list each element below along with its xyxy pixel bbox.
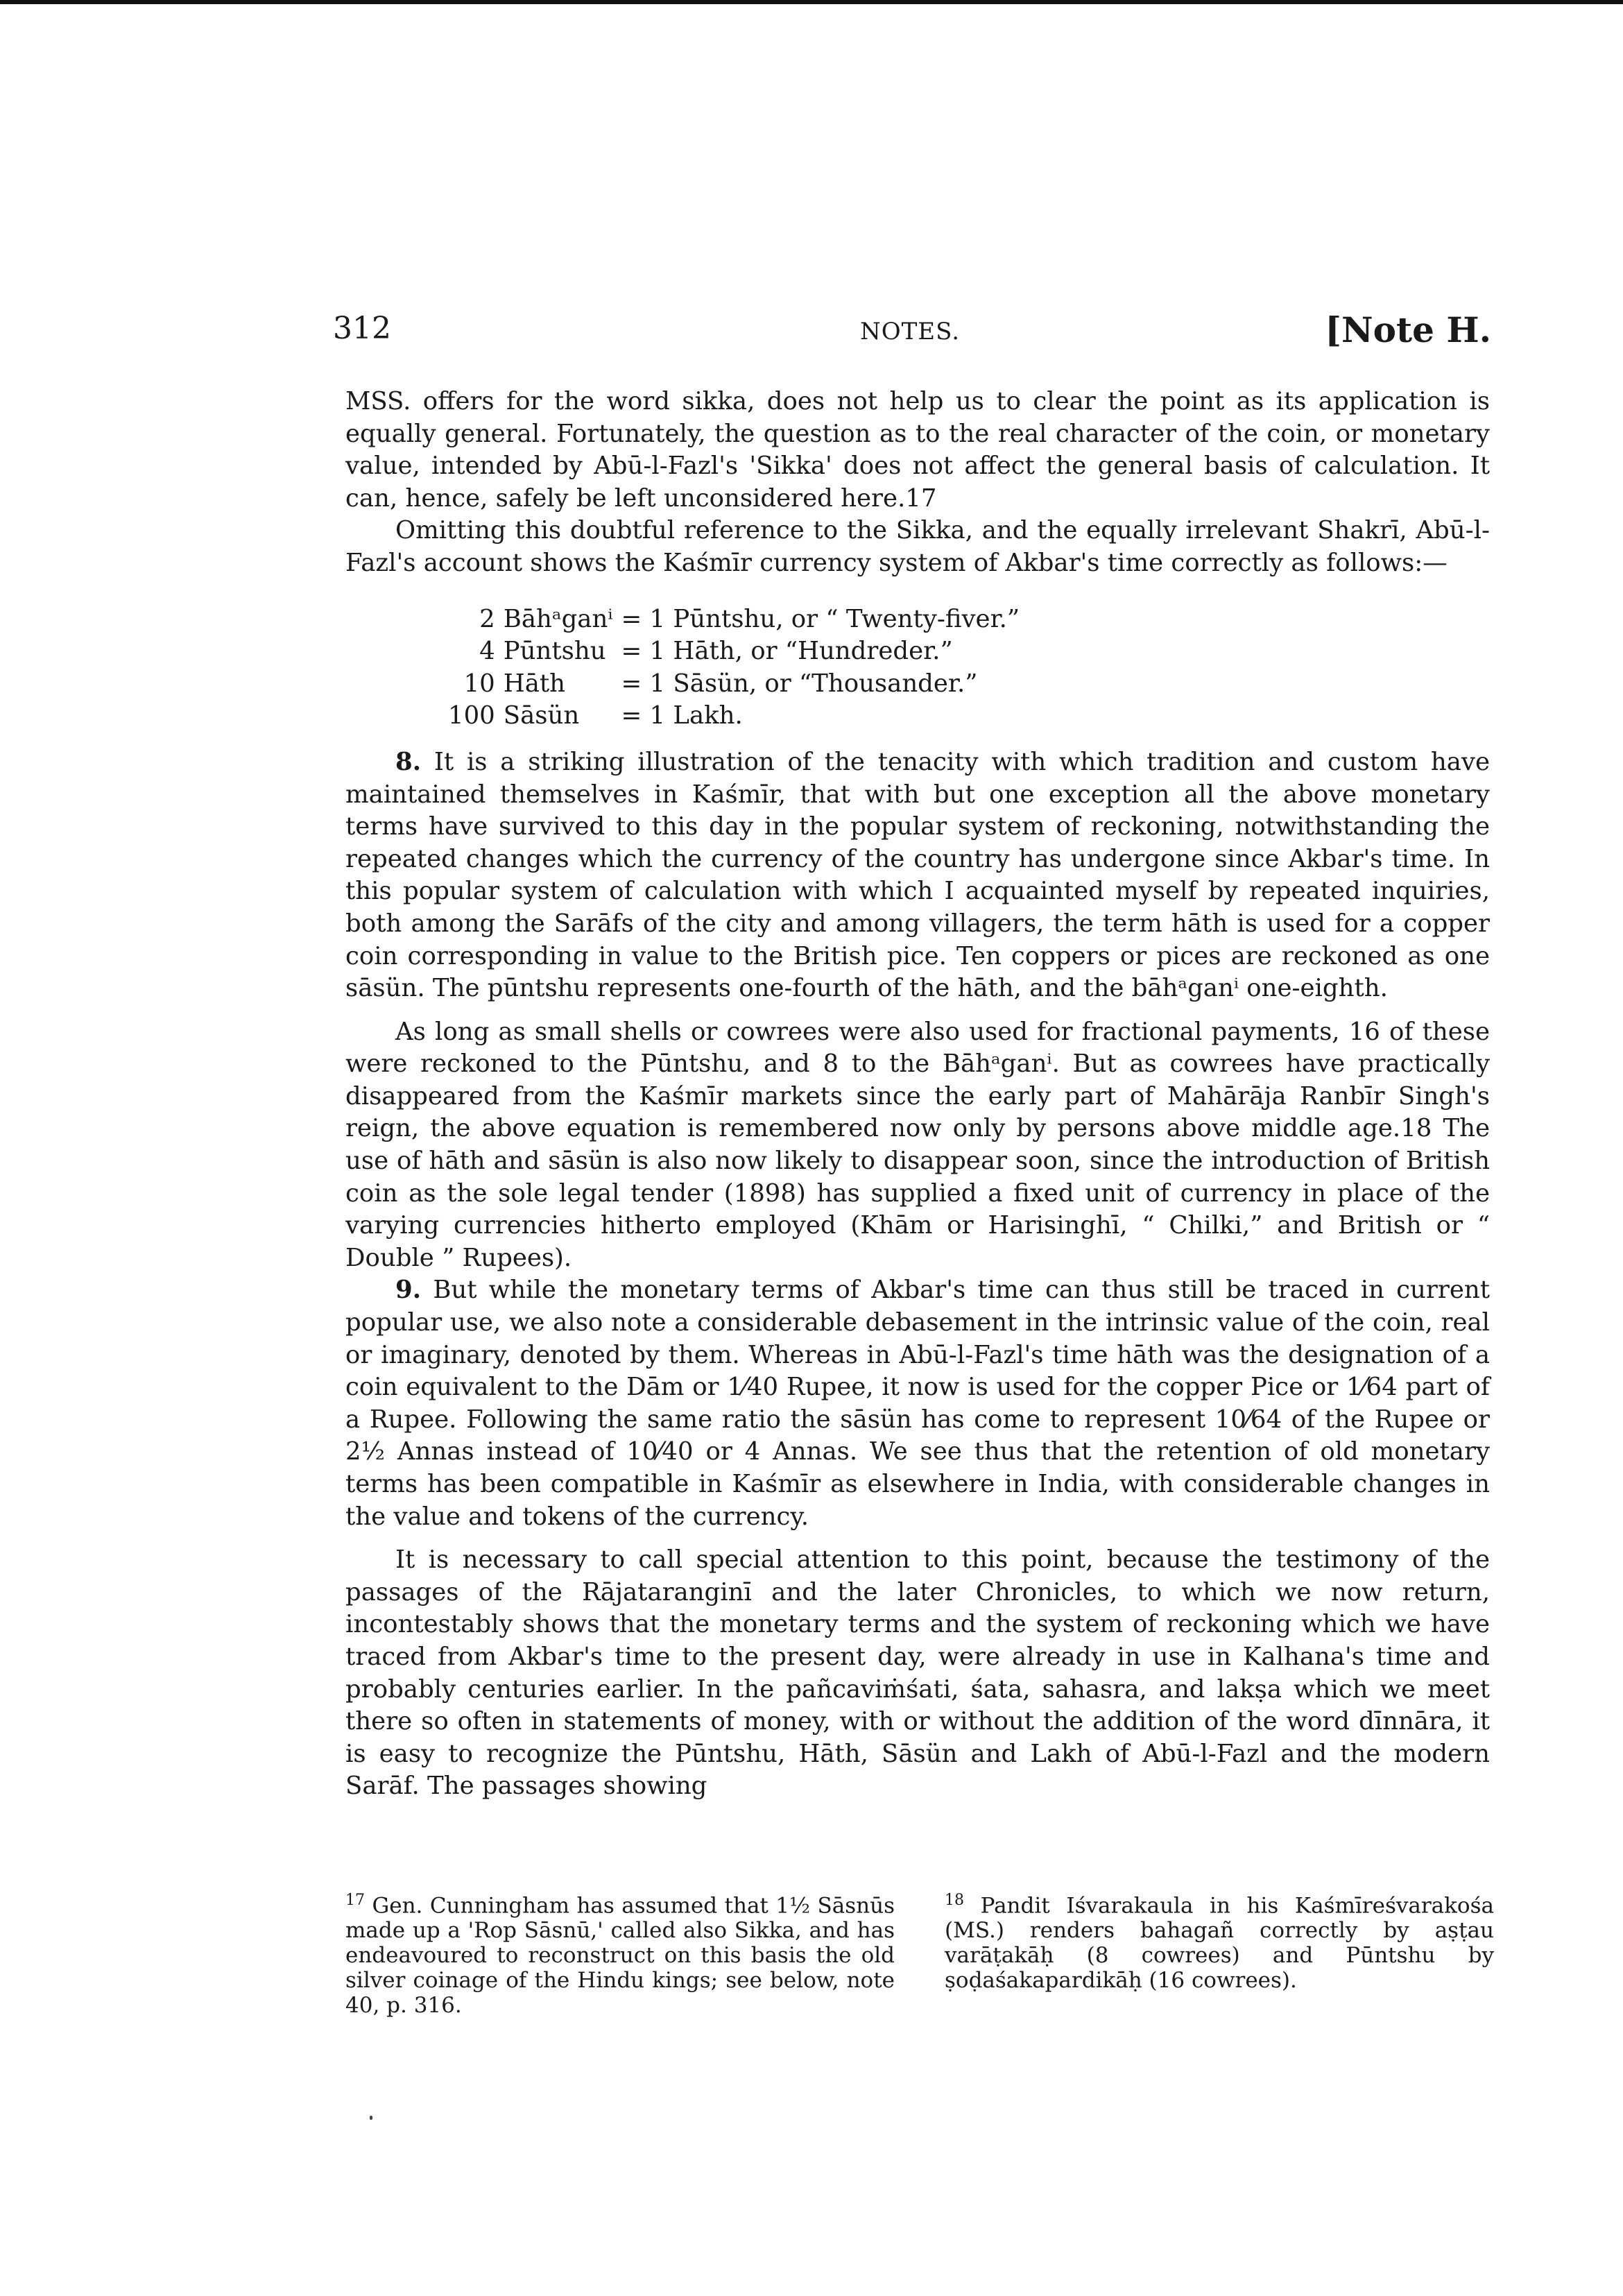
running-title: NOTES. xyxy=(860,318,961,345)
currency-equations xyxy=(448,603,1020,733)
paragraph-omitting: Omitting this doubtful reference to the Sikka, and the equally irrelevant Shakrī, Abū-l-Fazl's account shows the Kaśmīr currency system of Akbar's time correctly as follows:— xyxy=(345,516,1490,577)
section-number: 8. xyxy=(395,747,422,776)
equation-unit: Bāhᵃganⁱ xyxy=(503,604,613,633)
paragraph-section-9 xyxy=(345,1274,1490,1533)
scan-speck xyxy=(370,2116,372,2120)
section-8-text: It is a striking illustration of the tenacity with which tradition and custom have maintained themselves in Kaśmīr, that with but one exception all the above monetary terms have survived to this day in the popular system of reckoning, notwithstanding the repeated changes which the currency of the country has undergone since Akbar's time. In this popular system of calculation with which I acquainted myself by repeated inquiries, both among the Sarāfs of the city and among villagers, the term hāth is used for a copper coin corresponding in value to the British pice. Ten coppers or pices are reckoned as one sāsün. The pūntshu represents one-fourth of the hāth, and the bāhᵃganⁱ one-eighth. xyxy=(345,747,1490,1003)
equation-value: = 1 Pūntshu, or “ Twenty-fiver.” xyxy=(621,604,1020,633)
section-number: 9. xyxy=(395,1276,422,1305)
equation-row xyxy=(448,635,1020,668)
equation-number: 2 xyxy=(479,604,495,633)
equation-value: = 1 Lakh. xyxy=(621,701,743,730)
equation-number: 10 xyxy=(463,669,495,698)
equation-row xyxy=(448,700,1020,733)
section-9-text: But while the monetary terms of Akbar's time can thus still be traced in current popular use, we also note a considerable debasement in the intrinsic value of the coin, real or imaginary, denoted by them. Whereas in Abū-l-Fazl's time hāth was the designation of a coin equivalent to the Dām or 1⁄40 Rupee, it now is used for the copper Pice or 1⁄64 part of a Rupee. Following the same ratio the sāsün has come to represent 10⁄64 of the Rupee or 2½ Annas instead of 10⁄40 or 4 Annas. We see thus that the retention of old monetary terms has been compatible in Kaśmīr as elsewhere in India, with considerable changes in the value and tokens of the currency. xyxy=(345,1276,1490,1531)
equation-unit: Pūntshu xyxy=(503,637,606,666)
equation-row xyxy=(448,603,1020,636)
equation-unit: Sāsün xyxy=(503,701,580,730)
footnote-marker: 17 xyxy=(345,1892,365,1909)
equation-unit: Hāth xyxy=(503,669,566,698)
equation-number: 4 xyxy=(479,637,495,666)
paragraph-necessary: It is necessary to call special attention to this point, because the testimony of the passages of the Rājataranginī and the later Chronicles, to which we now return, incontestably shows that the monetary terms and the system of reckoning which we have traced from Akbar's time to the present day, were already in use in Kalhana's time and probably centuries earlier. In the pañcaviṁśati, śata, sahasra, and lakṣa which we meet there so often in statements of money, with or without the addition of the word dīnnāra, it is easy to recognize the Pūntshu, Hāth, Sāsün and Lakh of Abū-l-Fazl and the modern Sarāf. The passages showing xyxy=(345,1545,1490,1801)
top-edge-rule xyxy=(0,0,1623,4)
page-header xyxy=(333,311,1491,352)
paragraph-gap xyxy=(345,1533,1490,1544)
body-text xyxy=(345,386,1490,1803)
footnote-17 xyxy=(345,1888,895,2018)
paragraph-section-8 xyxy=(345,746,1490,1005)
footnote-18 xyxy=(945,1888,1494,1993)
equation-value: = 1 Hāth, or “Hundreder.” xyxy=(621,637,953,666)
equation-number: 100 xyxy=(448,701,495,730)
footnote-marker: 18 xyxy=(945,1892,964,1909)
paragraph-gap xyxy=(345,1005,1490,1016)
note-label: [Note H. xyxy=(1325,309,1491,350)
page-number: 312 xyxy=(333,311,391,346)
footnote-17-text: Gen. Cunningham has assumed that 1½ Sāsnūs made up a 'Rop Sāsnū,' called also Sikka, and has endeavoured to reconstruct on this basis the old silver coinage of the Hindu kings; see below, note 40, p. 316. xyxy=(345,1893,895,2019)
paragraph-cowrees: As long as small shells or cowrees were also used for fractional payments, 16 of these were reckoned to the Pūntshu, and 8 to the Bāhᵃganⁱ. But as cowrees have practically disappeared from the Kaśmīr markets since the early part of Mahārāja Ranbīr Singh's reign, the above equation is remembered now only by persons above middle age.18 The use of hāth and sāsün is also now likely to disappear soon, since the introduction of British coin as the sole legal tender (1898) has supplied a fixed unit of currency in place of the varying currencies hitherto employed (Khām or Harisinghī, “ Chilki,” and British or “ Double ” Rupees). xyxy=(345,1017,1490,1272)
equation-value: = 1 Sāsün, or “Thousander.” xyxy=(621,669,978,698)
equation-row xyxy=(448,668,1020,701)
footnote-18-text: Pandit Iśvarakaula in his Kaśmīreśvarakośa (MS.) renders bahagañ correctly by aṣṭau varāṭakāḥ (8 cowrees) and Pūntshu by ṣoḍaśakapardikāḥ (16 cowrees). xyxy=(945,1893,1494,1994)
paragraph-continuation: MSS. offers for the word sikka, does not help us to clear the point as its application is equally general. Fortunately, the question as to the real character of the coin, or monetary value, intended by Abū-l-Fazl's 'Sikka' does not affect the general basis of calculation. It can, hence, safely be left unconsidered here.17 xyxy=(345,387,1490,513)
